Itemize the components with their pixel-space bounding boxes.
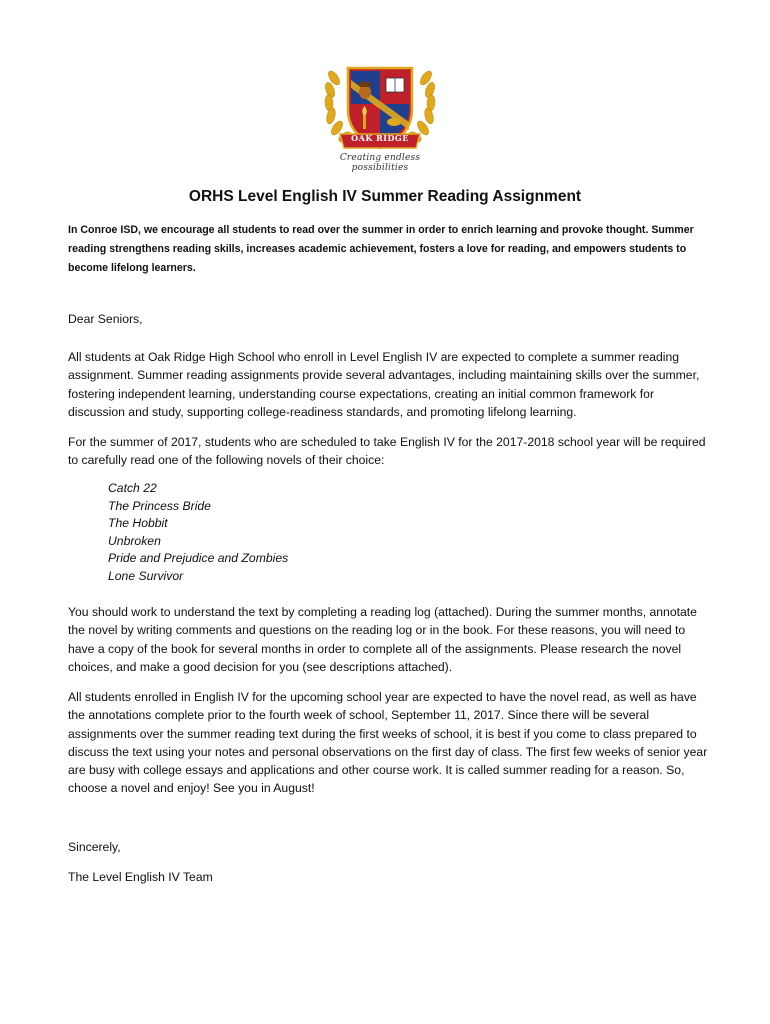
- crest-banner-text: OAK RIDGE: [351, 133, 409, 143]
- crest-icon: [318, 60, 442, 160]
- paragraph-requirement: All students at Oak Ridge High School who enroll in Level English IV are expected to complete a summer reading assignment. Summer reading assignments provide several advantages, including maintaining skills over the summer, fostering independent learning, understanding course expectations, creating an initial common framework for discussion and study, supporting college-readiness standards, and promoting lifelong learning.: [68, 350, 700, 419]
- paragraph-deadline: All students enrolled in English IV for the upcoming school year are expected to have the novel read, as well as have the annotations complete prior to the fourth week of school, September 11, 2017. Since there will be several assignments over the summer reading text during the first weeks of school, it is best if you come to class prepared to discuss the text using your notes and personal observations on the first day of class. The first few weeks of senior year are busy with college essays and applications and other course work. It is called summer reading for a reason. So, choose a novel and enjoy! See you in August!: [68, 690, 708, 796]
- closing: Sincerely,: [68, 840, 121, 854]
- page-title: ORHS Level English IV Summer Reading Assignment: [188, 188, 582, 205]
- list-item: The Princess Bride: [108, 498, 211, 513]
- school-motto: Creating endless possibilities: [339, 153, 421, 173]
- list-item: Pride and Prejudice and Zombies: [108, 551, 289, 566]
- list-item: Catch 22: [108, 481, 157, 495]
- paragraph-novel-choice: For the summer of 2017, students who are scheduled to take English IV for the 2017-2018 school year will be required to carefully read one of the following novels of their choice:: [68, 435, 706, 468]
- signature: The Level English IV Team: [68, 870, 213, 884]
- novel-list: [108, 480, 288, 586]
- list-item: The Hobbit: [108, 516, 168, 531]
- list-item: Unbroken: [108, 533, 161, 548]
- greeting: Dear Seniors,: [68, 312, 143, 326]
- paragraph-reading-log: You should work to understand the text by completing a reading log (attached). During the summer months, annotate the novel by writing comments and questions on the reading log or in the book. For these reasons, you will need to have a copy of the book for several months in order to complete all of the assignments. Please research the novel choices, and make a good decision for you (see descriptions attached).: [68, 605, 697, 674]
- list-item: Lone Survivor: [108, 568, 184, 583]
- intro-paragraph: In Conroe ISD, we encourage all students to read over the summer in order to enrich learning and provoke thought. Summer reading strengthens reading skills, increases academic achievement, fosters a love for reading, and empowers students to become lifelong learners.: [68, 224, 694, 274]
- school-crest-logo: [318, 60, 442, 168]
